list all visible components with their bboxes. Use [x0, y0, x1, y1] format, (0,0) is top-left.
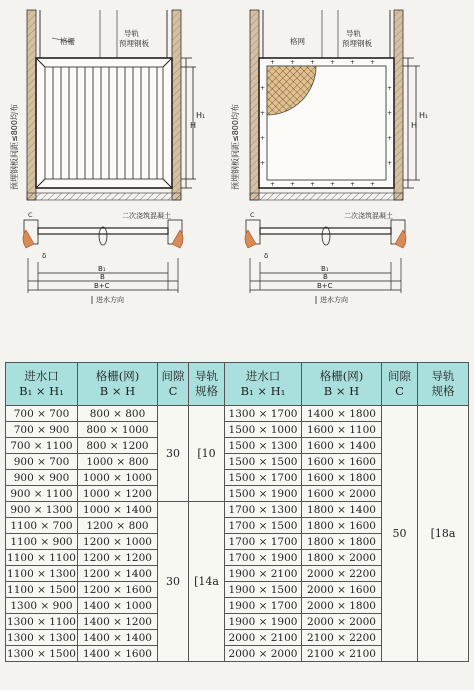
table-cell: 1000 × 1400: [78, 502, 158, 518]
left-dim-bc: B+C: [94, 282, 110, 290]
svg-text:+: +: [350, 181, 356, 188]
header-gap: 间隙 C: [158, 363, 189, 406]
svg-text:+: +: [270, 59, 276, 66]
svg-text:+: +: [270, 181, 276, 188]
table-cell: 1200 × 1000: [78, 534, 158, 550]
rail-cell: [10: [189, 406, 225, 502]
left-dim-b1: B₁: [98, 265, 106, 273]
table-cell: 1000 × 1000: [78, 470, 158, 486]
table-cell: 1100 × 1500: [7, 583, 76, 596]
svg-text:+: +: [330, 59, 336, 66]
left-dim-b: B: [100, 273, 105, 281]
table-cell: 1100 × 900: [6, 534, 78, 550]
svg-text:+: +: [310, 59, 316, 66]
left-elevation: [9, 10, 205, 304]
spec-table: [5, 362, 469, 662]
table-cell: 900 × 700: [6, 454, 78, 470]
table-cell: 1500 × 1300: [225, 438, 302, 454]
left-label-side: 预埋钢板间距≤800均布: [10, 104, 19, 190]
table-cell: 1400 × 1000: [78, 598, 158, 614]
header-inlet-2: 进水口 B₁ × H₁: [225, 363, 302, 406]
table-cell: 1700 × 1500: [225, 518, 302, 534]
table-cell: 1000 × 1200: [78, 486, 158, 502]
right-label-mesh: 格网: [290, 37, 305, 46]
table-cell: 1800 × 1600: [302, 518, 382, 534]
table-cell: 2000 × 2000: [225, 646, 302, 662]
table-cell: 1500 × 1900: [225, 486, 302, 502]
table-cell: 1500 × 1700: [225, 470, 302, 486]
left-grate-frame: [36, 58, 172, 188]
table-cell: 1400 × 1600: [78, 646, 158, 662]
left-section-grate: [38, 228, 168, 234]
svg-text:+: +: [260, 110, 266, 117]
table-cell: 1600 × 1800: [302, 470, 382, 486]
table-cell: 1500 × 1000: [225, 422, 302, 438]
table-cell: 1200 × 1600: [78, 582, 158, 598]
table-cell: 800 × 1000: [78, 422, 158, 438]
table-cell: 1900 × 1900: [225, 614, 302, 630]
gap-cell-right: 50: [382, 406, 418, 662]
table-cell: 800 × 800: [78, 406, 158, 422]
table-cell: 900 × 1300: [6, 502, 78, 518]
left-wall-bottom: [27, 193, 181, 200]
table-cell: 2000 × 1800: [302, 598, 382, 614]
table-cell: 1700 × 1300: [225, 502, 302, 518]
table-cell: 700 × 700: [6, 406, 78, 422]
table-cell: 1800 × 2000: [302, 550, 382, 566]
svg-text:+: +: [330, 181, 336, 188]
table-cell: 1300 × 1100: [7, 615, 76, 628]
table-cell: 2000 × 2100: [225, 630, 302, 646]
header-rail-2: 导轨 规格: [418, 363, 469, 406]
table-cell: 1600 × 1400: [302, 438, 382, 454]
svg-text:+: +: [260, 135, 266, 142]
gap-cell: 30: [158, 406, 189, 502]
table-cell: 1700 × 1700: [225, 534, 302, 550]
right-label-c: C: [250, 211, 255, 219]
table-cell: 1400 × 1400: [78, 630, 158, 646]
rail-cell-2: [14a: [189, 502, 225, 662]
gap-cell-2: 30: [158, 502, 189, 662]
left-label-s: δ: [42, 252, 47, 260]
table-cell: 1100 × 700: [6, 518, 78, 534]
table-cell: 1800 × 1800: [302, 534, 382, 550]
header-grate-2: 格栅(网) B × H: [302, 363, 382, 406]
svg-text:+: +: [290, 59, 296, 66]
table-cell: 1700 × 1900: [225, 550, 302, 566]
table-cell: 1500 × 1500: [225, 454, 302, 470]
table-cell: 1300 × 1500: [7, 647, 76, 660]
right-label-plate: 预埋钢板: [342, 39, 372, 48]
left-label-grate: 格栅: [60, 37, 75, 46]
left-dim-h1: H₁: [196, 111, 206, 120]
right-label-concrete: 二次浇筑混凝土: [344, 212, 393, 220]
technical-drawing: [0, 0, 474, 330]
svg-text:+: +: [370, 59, 376, 66]
svg-text:+: +: [260, 160, 266, 167]
left-label-flow: 进水方向: [96, 296, 124, 304]
table-cell: 1300 × 1700: [225, 406, 302, 422]
right-dim-b: B: [323, 273, 328, 281]
table-cell: 1600 × 1600: [302, 454, 382, 470]
header-gap-2: 间隙 C: [382, 363, 418, 406]
left-label-rail: 导轨: [124, 29, 139, 38]
header-grate: 格栅(网) B × H: [78, 363, 158, 406]
right-label-side: 预埋钢板间距≤800均布: [231, 104, 240, 190]
left-dim-h: H: [190, 121, 197, 130]
table-cell: 1900 × 1500: [225, 582, 302, 598]
table-row: [6, 406, 469, 422]
table-cell: 1100 × 1300: [7, 567, 76, 580]
right-label-s: δ: [264, 252, 269, 260]
svg-text:+: +: [387, 160, 393, 167]
svg-text:+: +: [310, 181, 316, 188]
svg-text:+: +: [387, 110, 393, 117]
table-cell: 1100 × 1100: [7, 551, 76, 564]
header-rail: 导轨 规格: [189, 363, 225, 406]
svg-text:+: +: [387, 85, 393, 92]
table-cell: 1400 × 1800: [302, 406, 382, 422]
table-cell: 1200 × 800: [78, 518, 158, 534]
table-cell: 1800 × 1400: [302, 502, 382, 518]
header-inlet: 进水口 B₁ × H₁: [6, 363, 78, 406]
right-dim-b1: B₁: [321, 265, 329, 273]
right-elevation: [230, 10, 428, 304]
table-cell: 1400 × 1200: [78, 614, 158, 630]
table-cell: 700 × 900: [6, 422, 78, 438]
left-label-plate: 预埋钢板: [119, 39, 149, 48]
table-cell: 1900 × 2100: [225, 566, 302, 582]
table-cell: 2100 × 2200: [302, 630, 382, 646]
spec-header-row: [6, 363, 469, 406]
table-cell: 1200 × 1400: [78, 566, 158, 582]
svg-text:+: +: [387, 135, 393, 142]
table-cell: 1300 × 1300: [7, 631, 76, 644]
table-cell: 1000 × 800: [78, 454, 158, 470]
svg-text:+: +: [290, 181, 296, 188]
right-dim-h1: H₁: [419, 111, 429, 120]
svg-text:+: +: [350, 59, 356, 66]
svg-text:+: +: [370, 181, 376, 188]
table-cell: 900 × 900: [6, 470, 78, 486]
left-label-c: C: [28, 211, 33, 219]
table-cell: 2000 × 2000: [302, 614, 382, 630]
right-dim-h: H: [411, 121, 418, 130]
right-label-flow: 进水方向: [320, 296, 348, 304]
table-cell: 900 × 1100: [6, 486, 78, 502]
table-cell: 800 × 1200: [78, 438, 158, 454]
right-label-rail: 导轨: [346, 29, 361, 38]
table-cell: 1600 × 2000: [302, 486, 382, 502]
table-cell: 1900 × 1700: [225, 598, 302, 614]
table-cell: 700 × 1100: [6, 438, 78, 454]
left-label-concrete: 二次浇筑混凝土: [122, 212, 171, 220]
rail-cell-right: [18a: [418, 406, 469, 662]
right-section-mesh: [260, 228, 391, 234]
table-cell: 1200 × 1200: [78, 550, 158, 566]
table-cell: 1600 × 1100: [302, 422, 382, 438]
right-dim-bc: B+C: [317, 282, 333, 290]
table-cell: 1300 × 900: [6, 598, 78, 614]
table-cell: 2000 × 2200: [302, 566, 382, 582]
table-cell: 2000 × 1600: [302, 582, 382, 598]
table-cell: 2100 × 2100: [302, 646, 382, 662]
svg-text:+: +: [260, 85, 266, 92]
